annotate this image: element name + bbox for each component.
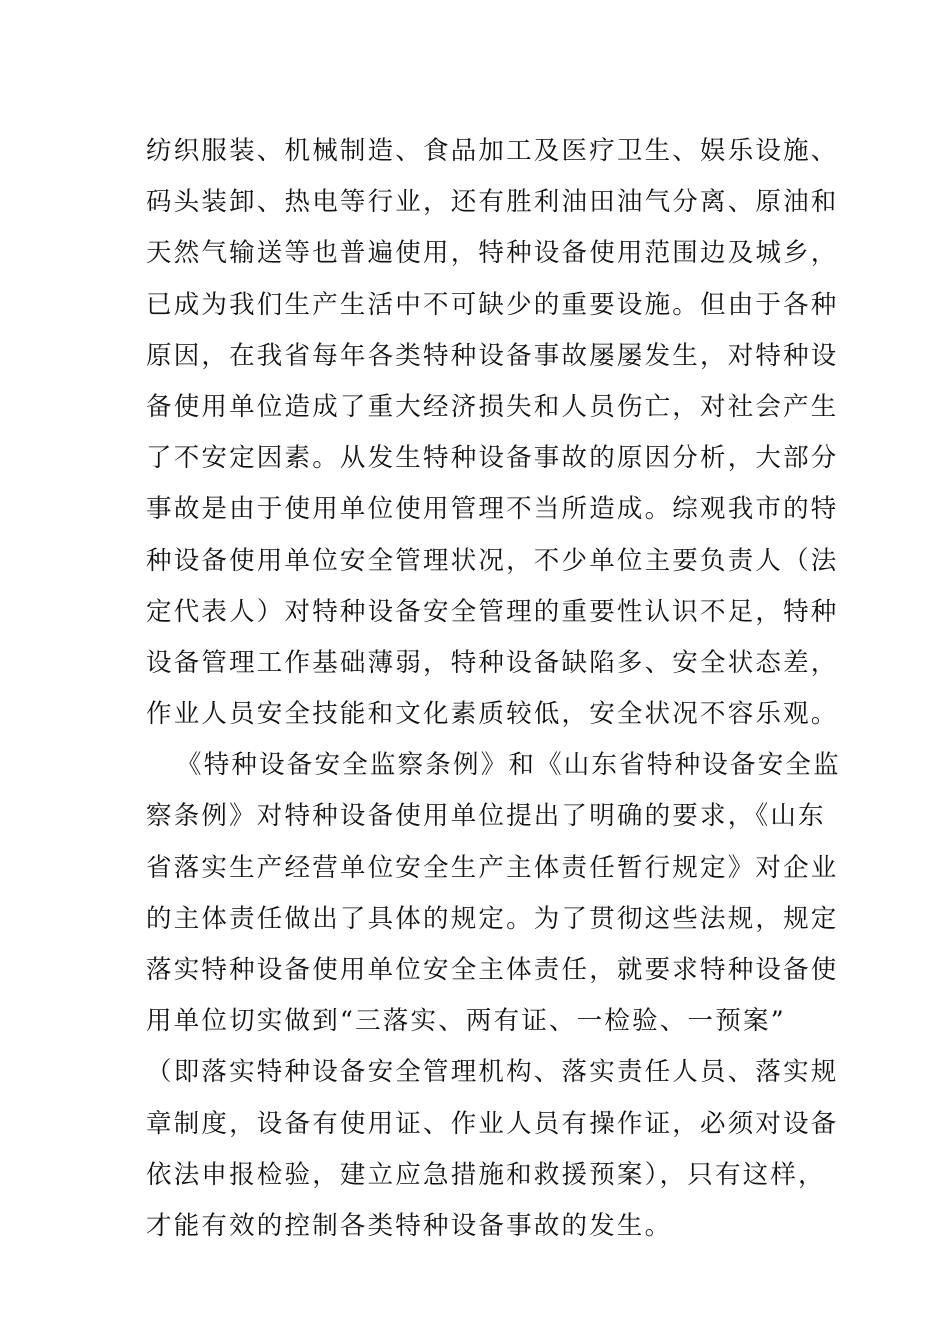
paragraph-1-line: 设备管理工作基础薄弱，特种设备缺陷多、安全状态差， <box>146 647 839 678</box>
paragraph-2-first-line: 《特种设备安全监察条例》和《山东省特种设备安全监 <box>176 750 841 781</box>
paragraph-1-line: 原因，在我省每年各类特种设备事故屡屡发生，对特种设 <box>146 340 839 371</box>
paragraph-2-line: 察条例》对特种设备使用单位提出了明确的要求，《山东 <box>146 801 826 832</box>
paragraph-2-line: 才能有效的控制各类特种设备事故的发生。 <box>146 1210 673 1241</box>
paragraph-1-line: 种设备使用单位安全管理状况，不少单位主要负责人（法 <box>146 545 839 576</box>
paragraph-2-line: 用单位切实做到“三落实、两有证、一检验、一预案” <box>146 1006 786 1037</box>
paragraph-2-line: 落实特种设备使用单位安全主体责任，就要求特种设备使 <box>146 955 839 985</box>
paragraph-2 <box>146 740 841 1252</box>
paragraph-1-line: 纺织服装、机械制造、食品加工及医疗卫生、娱乐设施、 <box>146 136 839 166</box>
document-body <box>146 126 841 1252</box>
paragraph-2-line: 依法申报检验，建立应急措施和救援预案），只有这样， <box>146 1159 826 1190</box>
paragraph-1-line: 了不安定因素。从发生特种设备事故的原因分析，大部分 <box>146 443 839 474</box>
paragraph-2-line: （即落实特种设备安全管理机构、落实责任人员、落实规 <box>146 1057 839 1088</box>
paragraph-1-line: 事故是由于使用单位使用管理不当所造成。综观我市的特 <box>146 494 839 525</box>
paragraph-1-line: 作业人员安全技能和文化素质较低，安全状况不容乐观。 <box>146 699 839 730</box>
paragraph-1-line: 已成为我们生产生活中不可缺少的重要设施。但由于各种 <box>146 289 839 320</box>
paragraph-2-line: 省落实生产经营单位安全生产主体责任暂行规定》对企业 <box>146 852 839 883</box>
paragraph-2-line: 的主体责任做出了具体的规定。为了贯彻这些法规，规定 <box>146 903 839 934</box>
paragraph-1 <box>146 126 839 740</box>
paragraph-1-line: 定代表人）对特种设备安全管理的重要性认识不足，特种 <box>146 596 839 627</box>
paragraph-1-line: 备使用单位造成了重大经济损失和人员伤亡，对社会产生 <box>146 391 839 422</box>
paragraph-2-line: 章制度，设备有使用证、作业人员有操作证，必须对设备 <box>146 1108 839 1139</box>
paragraph-1-line: 码头装卸、热电等行业，还有胜利油田油气分离、原油和 <box>146 187 839 218</box>
paragraph-1-line: 天然气输送等也普遍使用，特种设备使用范围边及城乡， <box>146 238 839 269</box>
